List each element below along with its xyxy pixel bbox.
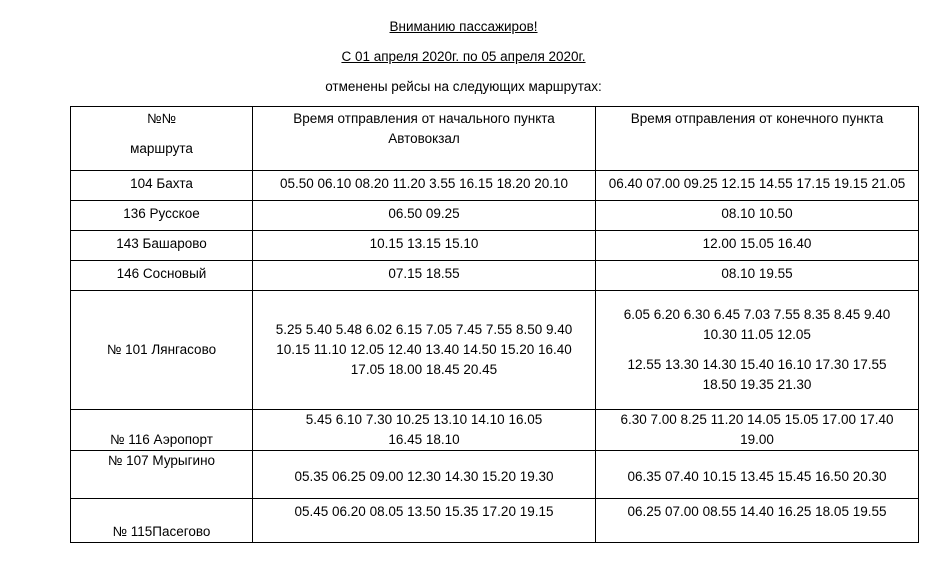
route-cell: № 116 Аэропорт	[71, 410, 253, 451]
notice-title: Вниманию пассажиров!	[389, 19, 538, 34]
start-times-cell: 10.15 13.15 15.10	[253, 231, 596, 261]
end-times-cell: 6.05 6.20 6.30 6.45 7.03 7.55 8.35 8.45 9.40 10.30 11.05 12.05 12.55 13.30 14.30 15.40 16.10 17.30 17.55 18.50 19.35 21.30	[596, 291, 919, 410]
header-start-time: Время отправления от начального пункта Автовокзал	[253, 107, 596, 171]
header-end-time: Время отправления от конечного пункта	[596, 107, 919, 171]
start-times-cell: 07.15 18.55	[253, 261, 596, 291]
table-row	[71, 499, 919, 543]
header-route: №№ маршрута	[71, 107, 253, 171]
table-row	[71, 171, 919, 201]
route-cell: № 115Пасегово	[71, 499, 253, 543]
end-times-cell: 06.35 07.40 10.15 13.45 15.45 16.50 20.30	[596, 451, 919, 499]
end-times-cell: 6.30 7.00 8.25 11.20 14.05 15.05 17.00 17.40 19.00	[596, 410, 919, 451]
route-cell: 104 Бахта	[71, 171, 253, 201]
end-times-cell: 06.40 07.00 09.25 12.15 14.55 17.15 19.15 21.05	[596, 171, 919, 201]
start-times-cell: 5.25 5.40 5.48 6.02 6.15 7.05 7.45 7.55 8.50 9.40 10.15 11.10 12.05 12.40 13.40 14.50 15.20 16.40 17.05 18.00 18.45 20.45	[253, 291, 596, 410]
route-cell: № 101 Лянгасово	[71, 291, 253, 410]
route-cell: № 107 Мурыгино	[71, 451, 253, 499]
table-row	[71, 291, 919, 410]
start-times-cell: 05.45 06.20 08.05 13.50 15.35 17.20 19.15	[253, 499, 596, 543]
end-times-cell: 08.10 19.55	[596, 261, 919, 291]
notice-subtitle: отменены рейсы на следующих маршрутах:	[325, 79, 602, 94]
schedule-table	[70, 106, 919, 543]
end-times-cell: 06.25 07.00 08.55 14.40 16.25 18.05 19.55	[596, 499, 919, 543]
notice-date-range: С 01 апреля 2020г. по 05 апреля 2020г.	[341, 49, 586, 64]
table-header-row	[71, 107, 919, 171]
route-cell: 146 Сосновый	[71, 261, 253, 291]
route-cell: 143 Башарово	[71, 231, 253, 261]
table-row	[71, 410, 919, 451]
table-row	[71, 231, 919, 261]
table-row	[71, 201, 919, 231]
table-row	[71, 451, 919, 499]
end-times-cell: 12.00 15.05 16.40	[596, 231, 919, 261]
start-times-cell: 5.45 6.10 7.30 10.25 13.10 14.10 16.05 16.45 18.10	[253, 410, 596, 451]
start-times-cell: 05.35 06.25 09.00 12.30 14.30 15.20 19.30	[253, 451, 596, 499]
start-times-cell: 05.50 06.10 08.20 11.20 3.55 16.15 18.20 20.10	[253, 171, 596, 201]
start-times-cell: 06.50 09.25	[253, 201, 596, 231]
route-cell: 136 Русское	[71, 201, 253, 231]
table-row	[71, 261, 919, 291]
end-times-cell: 08.10 10.50	[596, 201, 919, 231]
